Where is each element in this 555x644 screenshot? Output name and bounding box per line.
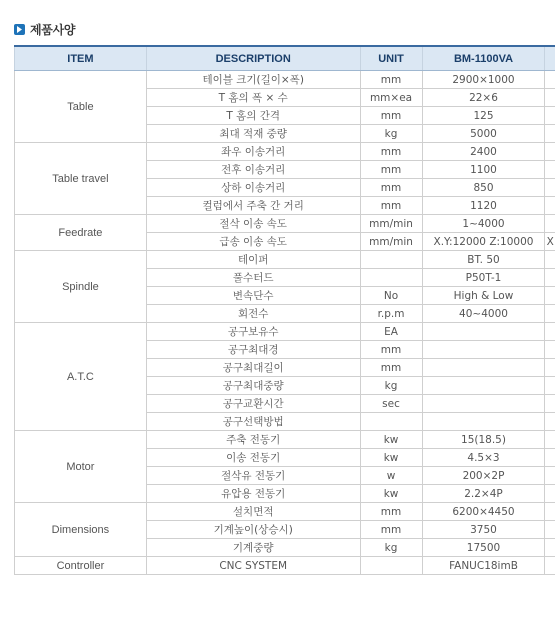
unit-cell: kg (360, 539, 422, 557)
item-group-cell: Dimensions (15, 503, 147, 557)
description-cell: T 홈의 폭 × 수 (146, 89, 360, 107)
clipped-next-column-cell (545, 467, 555, 485)
value-cell (422, 413, 545, 431)
table-body (15, 71, 555, 575)
clipped-next-column-cell (545, 377, 555, 395)
description-cell: 테이블 크기(길이×폭) (146, 71, 360, 89)
value-cell: 1~4000 (422, 215, 545, 233)
description-cell: 공구최대길이 (146, 359, 360, 377)
description-cell: 좌우 이송거리 (146, 143, 360, 161)
clipped-next-column-cell (545, 89, 555, 107)
unit-cell (360, 251, 422, 269)
value-cell (422, 359, 545, 377)
table-row (15, 503, 555, 521)
unit-cell: r.p.m (360, 305, 422, 323)
section-bullet-icon (14, 24, 25, 35)
unit-cell (360, 557, 422, 575)
spec-table (14, 45, 555, 575)
description-cell: CNC SYSTEM (146, 557, 360, 575)
unit-cell: kg (360, 377, 422, 395)
table-row (15, 323, 555, 341)
unit-cell: No (360, 287, 422, 305)
description-cell: 공구선택방법 (146, 413, 360, 431)
value-cell: 850 (422, 179, 545, 197)
item-group-cell: Motor (15, 431, 147, 503)
table-row (15, 143, 555, 161)
description-cell: 변속단수 (146, 287, 360, 305)
description-cell: 급송 이송 속도 (146, 233, 360, 251)
value-cell (422, 377, 545, 395)
clipped-next-column-cell (545, 485, 555, 503)
value-cell: 4.5×3 (422, 449, 545, 467)
unit-cell: kw (360, 431, 422, 449)
item-group-cell: Controller (15, 557, 147, 575)
header-description: DESCRIPTION (146, 46, 360, 71)
value-cell: 15(18.5) (422, 431, 545, 449)
description-cell: 공구보유수 (146, 323, 360, 341)
item-group-cell: Feedrate (15, 215, 147, 251)
unit-cell (360, 269, 422, 287)
value-cell: 22×6 (422, 89, 545, 107)
item-group-cell: Table (15, 71, 147, 143)
clipped-next-column-cell (545, 71, 555, 89)
value-cell: 2400 (422, 143, 545, 161)
clipped-next-column-cell (545, 251, 555, 269)
description-cell: 최대 적재 중량 (146, 125, 360, 143)
value-cell: 17500 (422, 539, 545, 557)
clipped-next-column-cell (545, 557, 555, 575)
value-cell: 2900×1000 (422, 71, 545, 89)
unit-cell: mm (360, 161, 422, 179)
item-group-cell: Spindle (15, 251, 147, 323)
clipped-next-column-cell (545, 305, 555, 323)
description-cell: 전후 이송거리 (146, 161, 360, 179)
clipped-next-column-cell (545, 269, 555, 287)
description-cell: 공구교환시간 (146, 395, 360, 413)
description-cell: 이송 전동기 (146, 449, 360, 467)
unit-cell: mm (360, 503, 422, 521)
value-cell: 125 (422, 107, 545, 125)
unit-cell: mm (360, 341, 422, 359)
description-cell: 공구최대중량 (146, 377, 360, 395)
header-item: ITEM (15, 46, 147, 71)
description-cell: 설치면적 (146, 503, 360, 521)
clipped-next-column-cell (545, 125, 555, 143)
clipped-next-column-cell: X (545, 233, 555, 251)
table-row (15, 251, 555, 269)
unit-cell: sec (360, 395, 422, 413)
unit-cell: kw (360, 449, 422, 467)
unit-cell: mm (360, 359, 422, 377)
unit-cell: EA (360, 323, 422, 341)
clipped-next-column-cell (545, 395, 555, 413)
value-cell: X.Y:12000 Z:10000 (422, 233, 545, 251)
description-cell: 절삭 이송 속도 (146, 215, 360, 233)
description-cell: 절삭유 전동기 (146, 467, 360, 485)
section-title: 제품사양 (30, 22, 76, 37)
value-cell: 3750 (422, 521, 545, 539)
value-cell: 40~4000 (422, 305, 545, 323)
unit-cell: mm×ea (360, 89, 422, 107)
unit-cell: mm/min (360, 215, 422, 233)
description-cell: 테이퍼 (146, 251, 360, 269)
unit-cell: mm (360, 143, 422, 161)
value-cell: BT. 50 (422, 251, 545, 269)
value-cell: 200×2P (422, 467, 545, 485)
table-row (15, 215, 555, 233)
unit-cell: kg (360, 125, 422, 143)
value-cell: 1100 (422, 161, 545, 179)
clipped-next-column-cell (545, 431, 555, 449)
unit-cell: mm (360, 107, 422, 125)
header-model: BM-1100VA (422, 46, 545, 71)
description-cell: 주축 전동기 (146, 431, 360, 449)
clipped-next-column-cell (545, 449, 555, 467)
description-cell: 기계높이(상승시) (146, 521, 360, 539)
value-cell: FANUC18imB (422, 557, 545, 575)
unit-cell: w (360, 467, 422, 485)
value-cell: 1120 (422, 197, 545, 215)
description-cell: 상하 이송거리 (146, 179, 360, 197)
description-cell: 컬럼에서 주축 간 거리 (146, 197, 360, 215)
section-heading (14, 21, 75, 37)
description-cell: T 홈의 간격 (146, 107, 360, 125)
unit-cell: mm (360, 179, 422, 197)
unit-cell: mm (360, 71, 422, 89)
value-cell (422, 395, 545, 413)
clipped-next-column-cell (545, 341, 555, 359)
clipped-next-column-cell (545, 413, 555, 431)
header-unit: UNIT (360, 46, 422, 71)
description-cell: 기계중량 (146, 539, 360, 557)
unit-cell: mm (360, 197, 422, 215)
unit-cell: kw (360, 485, 422, 503)
item-group-cell: Table travel (15, 143, 147, 215)
item-group-cell: A.T.C (15, 323, 147, 431)
description-cell: 회전수 (146, 305, 360, 323)
table-row (15, 71, 555, 89)
value-cell: 2.2×4P (422, 485, 545, 503)
table-header-row (15, 46, 555, 71)
value-cell: 6200×4450 (422, 503, 545, 521)
clipped-next-column-cell (545, 287, 555, 305)
clipped-next-column-cell (545, 161, 555, 179)
table-row (15, 431, 555, 449)
clipped-next-column-cell (545, 107, 555, 125)
clipped-next-column-cell (545, 143, 555, 161)
clipped-next-column-cell (545, 359, 555, 377)
description-cell: 유압용 전동기 (146, 485, 360, 503)
unit-cell: mm/min (360, 233, 422, 251)
header-clipped (545, 46, 555, 71)
clipped-next-column-cell (545, 539, 555, 557)
description-cell: 공구최대경 (146, 341, 360, 359)
clipped-next-column-cell (545, 323, 555, 341)
value-cell: 5000 (422, 125, 545, 143)
clipped-next-column-cell (545, 521, 555, 539)
value-cell: High & Low (422, 287, 545, 305)
description-cell: 풀수터드 (146, 269, 360, 287)
clipped-next-column-cell (545, 215, 555, 233)
table-row (15, 557, 555, 575)
unit-cell (360, 413, 422, 431)
clipped-next-column-cell (545, 197, 555, 215)
clipped-next-column-cell (545, 179, 555, 197)
value-cell: P50T-1 (422, 269, 545, 287)
unit-cell: mm (360, 521, 422, 539)
value-cell (422, 323, 545, 341)
value-cell (422, 341, 545, 359)
clipped-next-column-cell (545, 503, 555, 521)
